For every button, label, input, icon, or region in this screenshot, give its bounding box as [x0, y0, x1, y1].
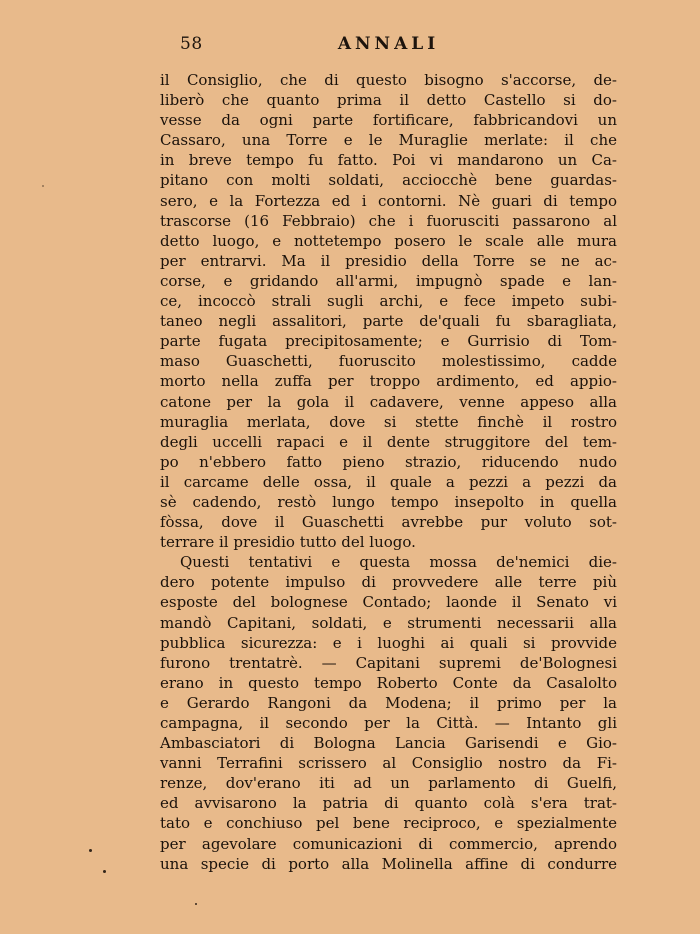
paper-speck: [89, 849, 92, 852]
body-text: [160, 70, 617, 874]
text-line: pitano con molti soldati, acciocchè bene guardas-: [160, 171, 617, 190]
text-line: vesse da ogni parte fortificare, fabbricandovi un: [160, 111, 617, 130]
text-line: liberò che quanto prima il detto Castello si do-: [160, 91, 617, 110]
text-line: dero potente impulso di provvedere alle terre più: [160, 573, 617, 592]
paper-speck: [103, 870, 106, 873]
text-line: erano in questo tempo Roberto Conte da Casalolto: [160, 673, 617, 692]
text-line: campagna, il secondo per la Città. — Intanto gli: [160, 714, 617, 732]
paragraph-first-line: Questi tentativi e questa mossa de'nemici die-: [180, 553, 617, 572]
paper-speck: [195, 903, 197, 905]
text-line: sero, e la Fortezza ed i contorni. Nè guari di tempo: [160, 191, 617, 210]
text-line: il carcame delle ossa, il quale a pezzi a pezzi da: [160, 472, 617, 491]
text-line: ed avvisarono la patria di quanto colà s'era trat-: [160, 794, 617, 813]
text-line: parte fugata precipitosamente; e Gurrisio di Tom-: [160, 332, 617, 351]
running-head: [160, 34, 617, 58]
text-line: furono trentatrè. — Capitani supremi de'Bolognesi: [160, 653, 617, 672]
text-line: renze, dov'erano iti ad un parlamento di Guelfi,: [160, 774, 617, 793]
text-line: muraglia merlata, dove si stette finchè il rostro: [160, 412, 617, 431]
text-line: per entrarvi. Ma il presidio della Torre se ne ac-: [160, 251, 617, 270]
text-line: ce, incoccò strali sugli archi, e fece impeto subi-: [160, 292, 617, 311]
text-line: il Consiglio, che di questo bisogno s'accorse, de-: [160, 71, 617, 89]
text-line: maso Guaschetti, fuoruscito molestissimo, cadde: [160, 352, 617, 371]
text-line: una specie di porto alla Molinella affine di condurre: [160, 854, 617, 873]
text-line: per agevolare comunicazioni di commercio, aprendo: [160, 834, 617, 853]
text-line: pubblica sicurezza: e i luoghi ai quali si provvide: [160, 633, 617, 652]
paragraph-end-line: terrare il presidio tutto del luogo.: [160, 533, 416, 552]
text-line: e Gerardo Rangoni da Modena; il primo per la: [160, 693, 617, 712]
text-line: in breve tempo fu fatto. Poi vi mandarono un Ca-: [160, 151, 617, 170]
text-line: mandò Capitani, soldati, e strumenti necessarii alla: [160, 613, 617, 632]
text-line: morto nella zuffa per troppo ardimento, ed appio-: [160, 372, 617, 391]
text-line: catone per la gola il cadavere, venne appeso alla: [160, 392, 617, 411]
text-line: trascorse (16 Febbraio) che i fuorusciti passarono al: [160, 211, 617, 230]
text-line: taneo negli assalitori, parte de'quali fu sbaragliata,: [160, 312, 617, 331]
text-line: Cassaro, una Torre e le Muraglie merlate: il che: [160, 131, 617, 150]
text-line: po n'ebbero fatto pieno strazio, riducendo nudo: [160, 452, 617, 471]
page-number: 58: [180, 34, 203, 54]
text-line: vanni Terrafini scrissero al Consiglio nostro da Fi-: [160, 754, 617, 773]
paper-speck: [42, 185, 44, 187]
text-line: detto luogo, e nottetempo posero le scale alle mura: [160, 231, 617, 250]
text-line: degli uccelli rapaci e il dente struggitore del tem-: [160, 432, 617, 451]
running-title: ANNALI: [337, 34, 440, 54]
text-line: esposte del bolognese Contado; laonde il Senato vi: [160, 593, 617, 612]
text-line: sè cadendo, restò lungo tempo insepolto in quella: [160, 492, 617, 511]
text-line: corse, e gridando all'armi, impugnò spade e lan-: [160, 271, 617, 290]
text-line: tato e conchiuso pel bene reciproco, e spezialmente: [160, 814, 617, 833]
text-line: fòssa, dove il Guaschetti avrebbe pur voluto sot-: [160, 513, 617, 532]
text-line: Ambasciatori di Bologna Lancia Garisendi e Gio-: [160, 734, 617, 753]
